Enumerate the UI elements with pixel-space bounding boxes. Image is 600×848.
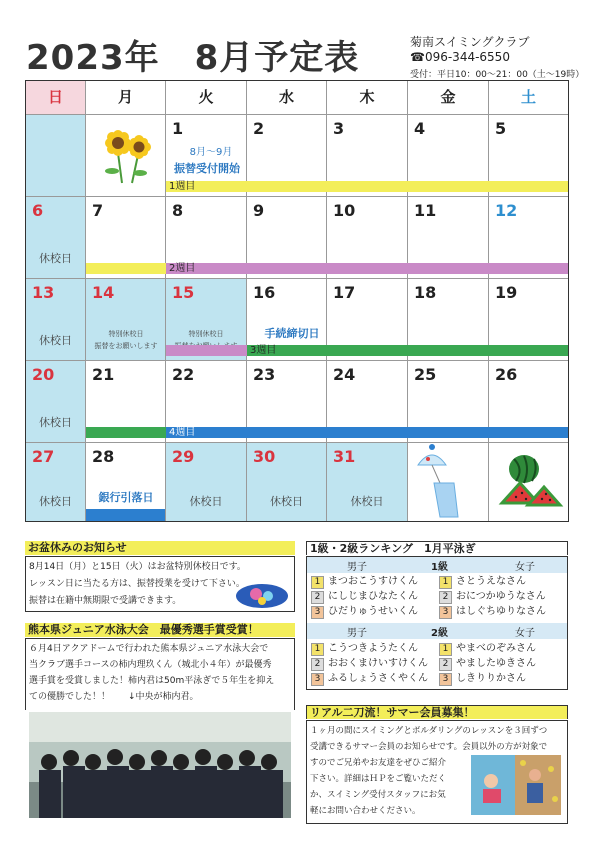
day-cell [327,442,408,521]
day-number: 11 [414,201,437,220]
grade1-header [307,557,567,573]
special-closed-note: 特別休校日 [108,330,144,338]
weekday-sat: 土 [520,88,536,106]
ranking-title: 1級・2級ランキング 1月平泳ぎ [306,541,568,555]
junior-line: ６月4日アクアドームで行われた熊本県ジュニア水泳大会で [29,644,269,654]
day-number: 7 [92,201,104,220]
deadline-note: 手続締切日 [264,327,320,340]
obon-line: レッスン日に当たる方は、振替授業を受けて下さい。 [29,579,245,589]
rank-badge: 3 [311,673,324,686]
closed-label: 休校日 [270,495,303,508]
day-number: 28 [92,447,115,466]
day-number: 31 [333,447,356,466]
rank-name: やましたゆきさん [456,658,536,669]
day-number: 29 [172,447,195,466]
weekday-wed: 水 [247,81,327,114]
obon-title: お盆休みのお知らせ [25,541,295,555]
club-name: 菊南スイミングクラブ [410,35,530,49]
rank-row [311,641,418,656]
day-number: 20 [32,365,55,384]
rank-name: さとうえなさん [456,576,526,587]
calendar [25,80,569,522]
rank-badge: 1 [311,576,324,589]
rank-name: ひだりゅうせいくん [328,606,418,617]
summer-title: リアル二刀流！サマー会員募集！ [306,705,568,719]
wind-chime-icon [410,443,470,518]
transfer-request-note: 振替をお願いします [94,342,158,350]
day-number: 12 [495,201,518,220]
day-cell [26,442,86,521]
day-cell [26,278,86,360]
closed-label: 休校日 [189,495,223,508]
summer-line: 軽にお問い合わせください。 [310,806,421,816]
closed-label: 休校日 [39,252,72,265]
day-number: 2 [253,119,265,138]
boys-label: 男子 [347,628,367,639]
day-number: 16 [253,283,276,302]
rank-badge: 1 [311,643,324,656]
rank-name: まつおこうすけくん [328,576,418,587]
day-number: 9 [253,201,265,220]
rank-badge: 3 [439,606,452,619]
rank-name: おにつかゆうなさん [456,591,546,602]
junior-panel [25,638,295,710]
week-bar-3-carry [86,427,166,438]
bank-debit-note: 銀行引落日 [98,491,154,504]
rank-name: おおくまけいすけくん [328,658,428,669]
weekday-tue: 火 [166,81,247,114]
day-cell-empty [26,114,86,196]
closed-label: 休校日 [39,334,72,347]
day-cell [166,442,247,521]
club-phone: ☎096-344-6550 [410,50,510,64]
rank-badge: 2 [439,658,452,671]
summer-line: １ヶ月の間にスイミングとボルダリングのレッスンを３回ずつ [310,726,548,736]
day-number: 4 [414,119,426,138]
summer-line: 下さい。詳細はＨＰをご覧いただく [310,774,447,784]
week-bar-2: 2週目 [166,263,568,274]
rank-row [439,641,536,656]
weekday-sun: 日 [26,81,86,114]
rank-row [439,671,526,686]
day-number: 8 [172,201,184,220]
day-cell [86,442,166,521]
week-bar-1-carry [86,263,166,274]
rank-name: はしぐちゆりなさん [456,606,546,617]
weekday-thu: 木 [327,81,408,114]
day-number: 15 [172,283,195,302]
junior-title: 熊本県ジュニア水泳大会 最優秀選手賞受賞！ [25,623,295,637]
closed-label: 休校日 [39,416,72,429]
page-title: 2023年 8月予定表 [26,38,360,78]
obon-line: 8月14日（月）と15日（火）はお盆特別休校日です。 [29,562,246,572]
junior-line: 選手賞を受賞しました！柿内君は50m平泳ぎで５年生を抑え [29,676,275,686]
closed-label: 休校日 [350,495,384,508]
day-number: 22 [172,365,195,384]
day-cell [247,442,327,521]
week-bar-3: 3週目 [247,345,568,356]
rank-row [311,604,418,619]
rank-row [311,589,418,604]
boys-label: 男子 [347,562,367,573]
grade2-header [307,623,567,639]
rank-row [439,574,526,589]
rank-badge: 1 [439,576,452,589]
rank-badge: 1 [439,643,452,656]
weekday-fri: 金 [408,81,489,114]
grade2-label: 2級 [431,628,448,639]
rank-badge: 3 [439,673,452,686]
day-number: 27 [32,447,55,466]
rank-row [439,589,546,604]
day-cell [26,196,86,278]
ranking-panel [306,556,568,690]
day-number: 3 [333,119,345,138]
day-number: 18 [414,283,437,302]
girls-label: 女子 [515,562,535,573]
summer-photo [471,755,561,815]
watermelon-icon [494,447,564,517]
day-cell [86,278,166,360]
week-bar-4-carry [86,509,165,521]
sunflower-cell [86,114,166,196]
rank-name: にしじまひなたくん [328,591,418,602]
day-number: 19 [495,283,518,302]
day-number: 6 [32,201,44,220]
day-cell [26,360,86,442]
week-bar-4: 4週目 [166,427,568,438]
rank-name: しきりりかさん [456,673,526,684]
day-number: 26 [495,365,518,384]
summer-line: 受講できるサマー会員のお知らせです。会員以外の方が対象で [310,742,548,752]
aug-sep-note: 8月～9月 [189,147,233,158]
wind-chime-cell [408,442,489,521]
day-number: 21 [92,365,115,384]
summer-panel [306,720,568,824]
rank-badge: 2 [439,591,452,604]
closed-label: 休校日 [39,495,72,508]
obon-panel [25,556,295,612]
day-number: 13 [32,283,55,302]
rank-row [439,604,546,619]
day-number: 14 [92,283,115,302]
rank-name: こうつきようたくん [328,643,418,654]
obon-line: 振替は在籍中無期限で受講できます。 [29,596,182,606]
rank-name: やまべのぞみさん [456,643,536,654]
lantern-icon [234,583,290,609]
day-number: 17 [333,283,356,302]
watermelon-cell [489,442,568,521]
junior-line: 当クラブ選手コースの柿内理玖くん（城北小４年）が最優秀 [29,660,272,670]
girls-label: 女子 [515,628,535,639]
week-bar-2-carry [166,345,247,356]
rank-badge: 3 [311,606,324,619]
rank-row [311,574,418,589]
day-number: 25 [414,365,437,384]
weekday-mon: 月 [86,81,166,114]
club-hours: 受付：平日10：00～21：00（土～19時） [410,70,585,80]
day-number: 30 [253,447,276,466]
rank-row [439,656,536,671]
sunflower-icon [96,125,156,185]
summer-line: すのでご兄弟やお友達をぜひご紹介 [310,758,447,768]
special-closed-note: 特別休校日 [188,330,224,338]
day-number: 1 [172,119,184,138]
day-number: 23 [253,365,276,384]
team-photo [29,712,291,818]
week-bar-1: 1週目 [166,181,568,192]
day-number: 5 [495,119,507,138]
rank-name: ふるしょうさくやくん [328,673,428,684]
summer-line: か、スイミング受付スタッフにお気 [310,790,446,800]
rank-badge: 2 [311,591,324,604]
day-number: 10 [333,201,356,220]
grade1-label: 1級 [431,562,448,573]
day-number: 24 [333,365,356,384]
rank-row [311,671,428,686]
junior-line: ての優勝でした！！ ↓中央が柿内君。 [29,692,199,702]
transfer-start-note: 振替受付開始 [174,162,240,175]
rank-row [311,656,428,671]
rank-badge: 2 [311,658,324,671]
